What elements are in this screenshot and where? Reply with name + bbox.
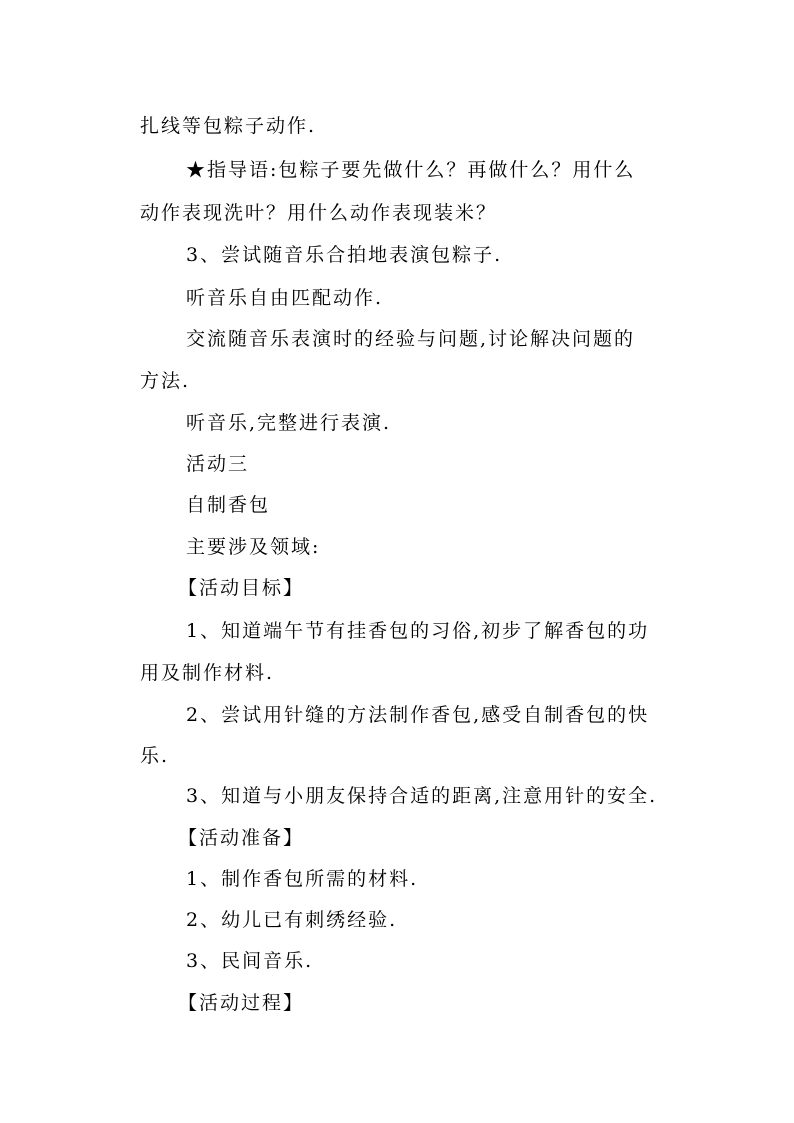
text-line: 3、知道与小朋友保持合适的距离,注意用针的安全. <box>186 785 658 807</box>
text-line: 3、尝试随音乐合拍地表演包粽子. <box>186 244 503 266</box>
text-line: 用及制作材料. <box>140 662 275 684</box>
text-line: 交流随音乐表演时的经验与问题,讨论解决问题的 <box>186 328 636 350</box>
text-line: ★指导语:包粽子要先做什么？再做什么？用什么 <box>186 159 636 181</box>
text-line: 2、幼儿已有刺绣经验. <box>186 909 398 931</box>
section-title: 自制香包 <box>186 494 271 516</box>
text-line: 听音乐自由匹配动作. <box>186 287 384 309</box>
section-heading: 活动三 <box>186 453 250 475</box>
text-line: 动作表现洗叶？用什么动作表现装米？ <box>140 202 498 224</box>
subsection-heading: 【活动目标】 <box>178 577 305 599</box>
subsection-heading: 【活动准备】 <box>178 827 305 849</box>
text-line: 乐. <box>140 745 170 767</box>
text-line: 1、知道端午节有挂香包的习俗,初步了解香包的功 <box>186 620 650 642</box>
text-line: 听音乐,完整进行表演. <box>186 412 392 434</box>
text-line: 方法. <box>140 370 191 392</box>
text-line: 1、制作香包所需的材料. <box>186 868 419 890</box>
text-line: 3、民间音乐. <box>186 950 314 972</box>
subsection-heading: 【活动过程】 <box>178 992 305 1014</box>
text-line: 2、尝试用针缝的方法制作香包,感受自制香包的快 <box>186 704 650 726</box>
text-line: 扎线等包粽子动作. <box>140 115 317 137</box>
text-line: 主要涉及领域: <box>186 536 321 558</box>
